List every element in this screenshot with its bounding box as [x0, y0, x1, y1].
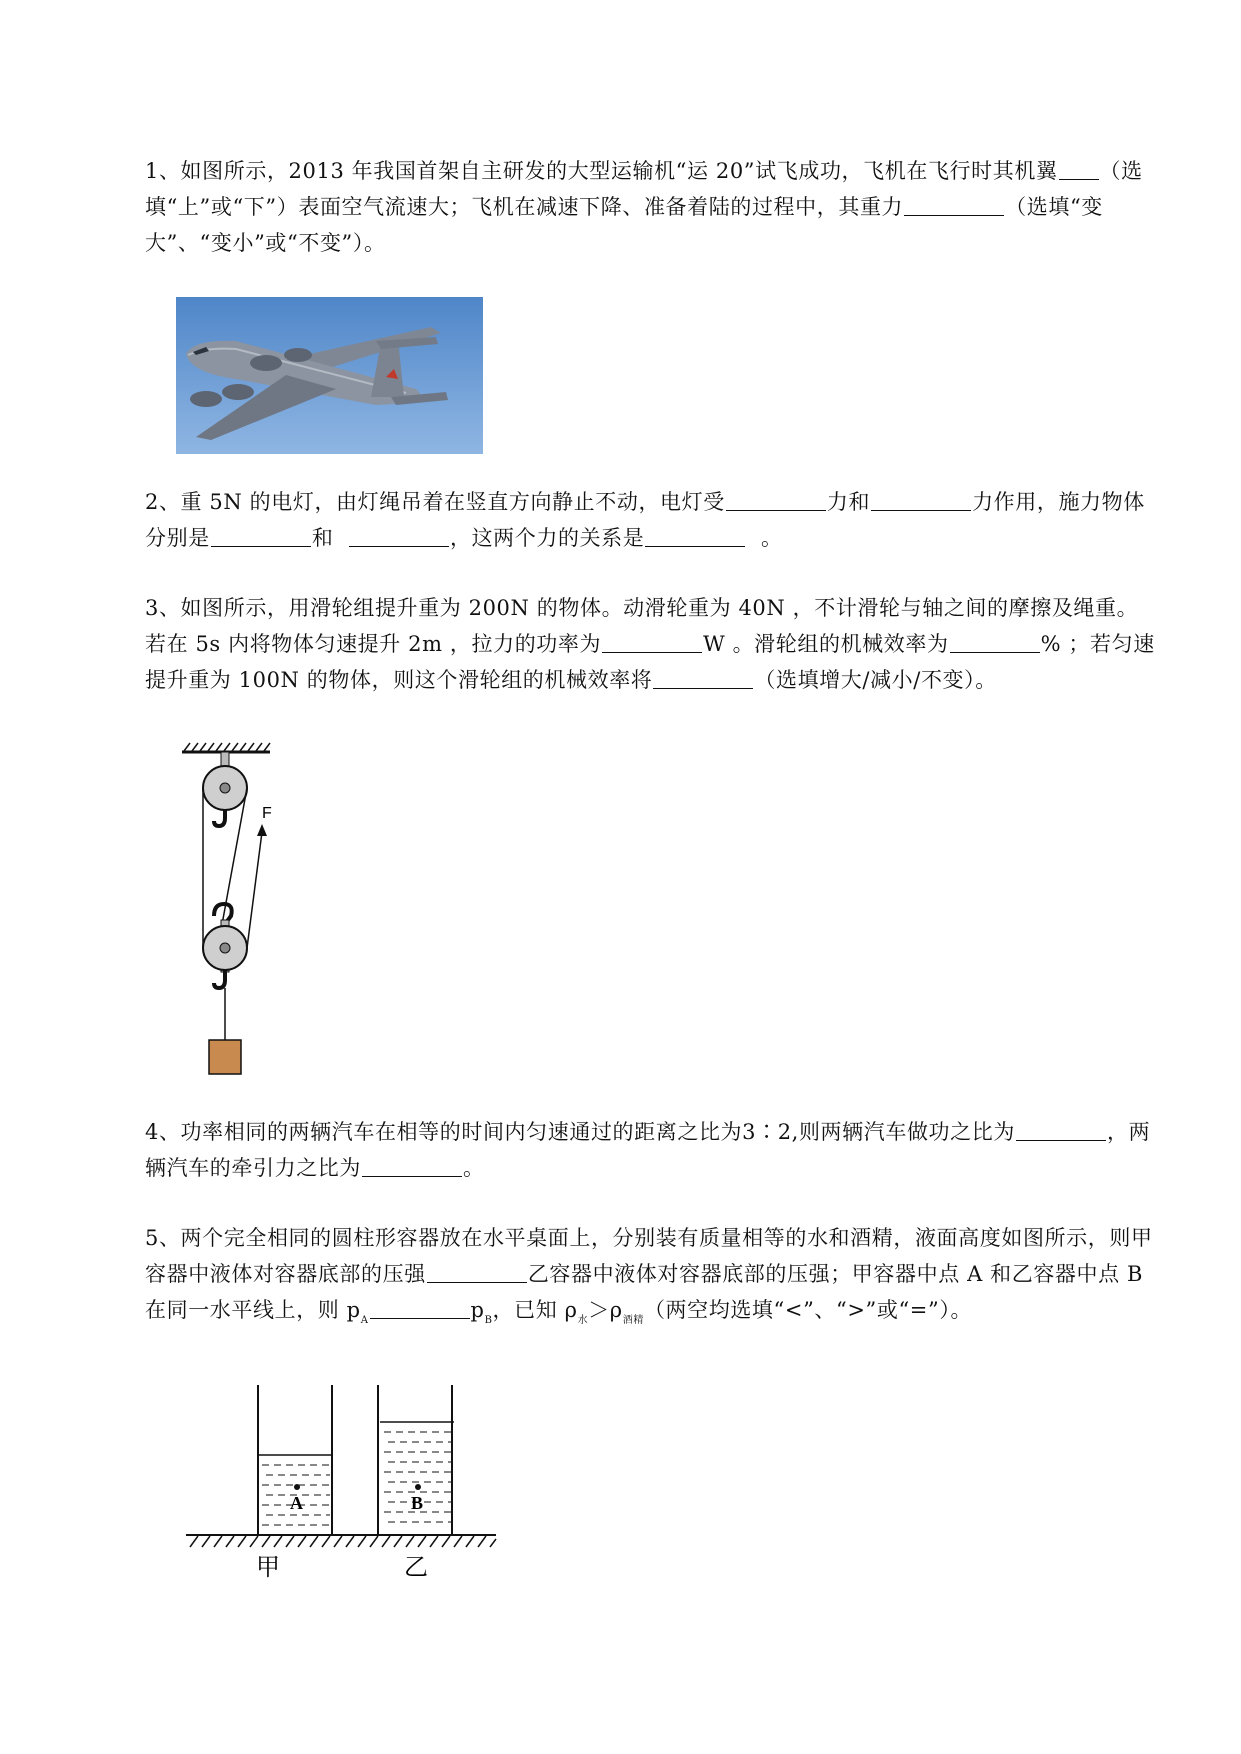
answer-blank[interactable] [370, 1296, 470, 1319]
answer-blank[interactable] [871, 488, 971, 511]
q4-text-b: ，两辆汽车的牵引力之比为 [145, 1120, 1151, 1180]
force-label: F [262, 805, 272, 822]
q2-text-d: 和 [311, 526, 334, 550]
answer-blank[interactable] [726, 488, 826, 511]
q2-text-f: 。 [760, 526, 783, 550]
q3-text-b: W 。滑轮组的机械效率为 [703, 632, 949, 656]
q2-text-a: 2、重 5N 的电灯，由灯绳吊着在竖直方向静止不动，电灯受 [145, 490, 725, 514]
q2-text-e: ，这两个力的关系是 [449, 526, 645, 550]
q3-text-c: % ；若匀速提升重为 100N 的物体，则这个滑轮组的机械效率将 [145, 632, 1155, 692]
containers-diagram [186, 1385, 506, 1585]
answer-blank[interactable] [645, 524, 745, 547]
question-1 [145, 153, 1155, 261]
q5-text-d: ，已知 ρ [492, 1298, 578, 1322]
table-hatch [190, 1536, 496, 1547]
q1-text-b: （选填“上”或“下”）表面空气流速大；飞机在减速下降、准备着陆的过程中，其重力 [145, 159, 1143, 219]
q1-text-c: （选填“变大”、“变小”或“不变”）。 [145, 195, 1103, 255]
answer-blank[interactable] [950, 630, 1040, 653]
q2-text-b: 力和 [826, 490, 871, 514]
question-3 [145, 590, 1155, 698]
container-jia-label: 甲 [256, 1553, 280, 1581]
question-5: 5、两个完全相同的圆柱形容器放在水平桌面上，分别装有质量相等的水和酒精，液面高度如图所示，则甲容器中液体对容器底部的压强 乙容器中液体对容器底部的压强；甲容器中点 A 和乙容器中点 B 在同一水平线上，则 $p_A$ $p_B$，已知 $\rho_水>\rho_{酒精}$（两空均选填“<”、“>”或“=”）。 [145, 1226, 1153, 1326]
q1-text-a: 1、如图所示，2013 年我国首架自主研发的大型运输机“运 20”试飞成功，飞机在飞行时其机翼 [145, 159, 1058, 183]
question-4 [145, 1114, 1155, 1186]
airplane-photo [176, 297, 483, 454]
q4-text-c: 。 [463, 1156, 485, 1180]
q3-text-d: （选填增大/减小/不变）。 [754, 668, 997, 692]
answer-blank[interactable] [602, 630, 702, 653]
container-yi-label: 乙 [404, 1553, 428, 1581]
ceiling-hatch [184, 743, 270, 751]
q5-text-e: ＞ρ [588, 1298, 623, 1322]
answer-blank[interactable] [211, 524, 311, 547]
q2-text-c: 力作用，施力物体分别是 [145, 490, 1145, 550]
point-b-label: B [411, 1493, 424, 1513]
point-a-label: A [290, 1493, 303, 1513]
answer-blank[interactable] [1059, 157, 1099, 180]
load-block [209, 1040, 241, 1074]
q5-text-a: 5、两个完全相同的圆柱形容器放在水平桌面上，分别装有质量相等的水和酒精，液面高度如图所示，则甲容器中液体对容器底部的压强 [145, 1226, 1153, 1286]
answer-blank[interactable] [427, 1260, 527, 1283]
point-b-marker [415, 1484, 421, 1490]
answer-blank[interactable] [349, 524, 449, 547]
answer-blank[interactable] [653, 666, 753, 689]
question-2 [145, 484, 1155, 556]
q5-text-f: （两空均选填“<”、“>”或“=”）。 [643, 1298, 973, 1322]
q4-text-a: 4、功率相同的两辆汽车在相等的时间内匀速通过的距离之比为3∶2,则两辆汽车做功之比为 [145, 1120, 1015, 1144]
answer-blank[interactable] [362, 1154, 462, 1177]
answer-blank[interactable] [904, 193, 1004, 216]
pulley-system-diagram [176, 740, 286, 1080]
force-arrow [257, 824, 267, 836]
answer-blank[interactable] [1016, 1118, 1106, 1141]
point-a-marker [294, 1484, 300, 1490]
q5-text-c: p [470, 1298, 485, 1322]
q5-text-b: 乙容器中液体对容器底部的压强；甲容器中点 A 和乙容器中点 B 在同一水平线上，则 p [145, 1262, 1144, 1322]
q3-text-a: 3、如图所示，用滑轮组提升重为 200N 的物体。动滑轮重为 40N ，不计滑轮与轴之间的摩擦及绳重。若在 5s 内将物体匀速提升 2m ，拉力的功率为 [145, 596, 1139, 656]
